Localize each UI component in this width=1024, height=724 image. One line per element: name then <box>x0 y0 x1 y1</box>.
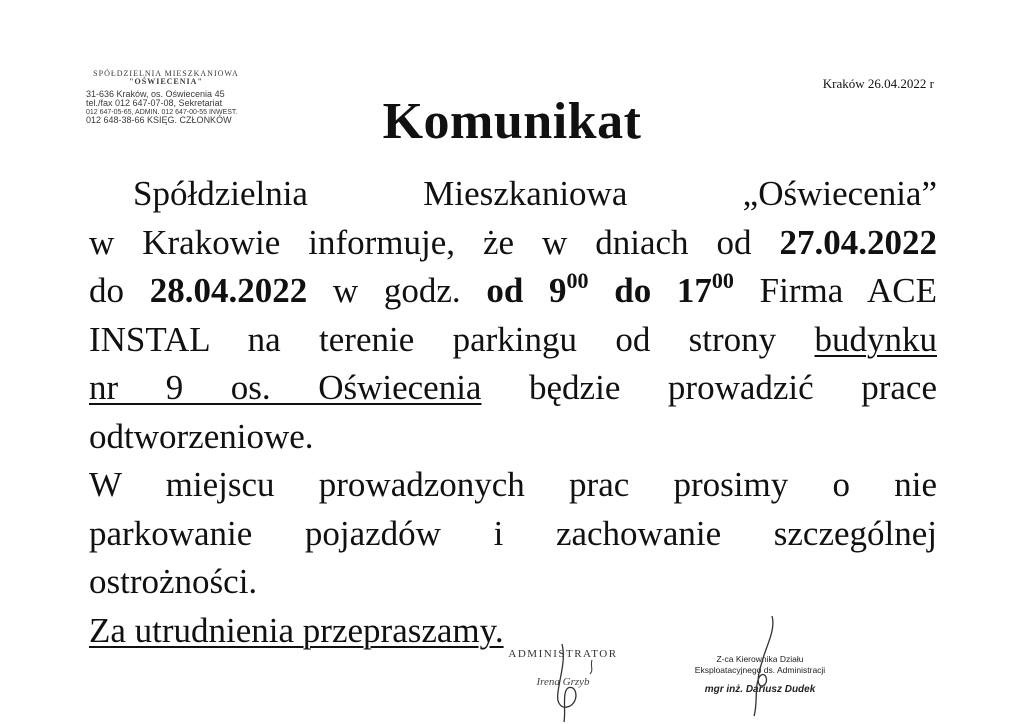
hours-to: do $17^{00}$ <box>588 268 734 310</box>
administrator-role: ADMINISTRATOR <box>508 648 618 660</box>
administrator-signature-block <box>508 648 618 688</box>
administrator-name: Irena Grzyb <box>536 676 590 688</box>
building-ref-part2: nr 9 os. Oświecenia <box>89 368 482 407</box>
body-line: odtworzeniowe. <box>89 416 314 456</box>
hours-from: od $9^{00}$ <box>486 268 589 310</box>
page-title: Komunikat <box>382 93 642 150</box>
apology-line: Za utrudnienia przepraszamy. <box>89 610 504 650</box>
body-line: ostrożności. <box>89 562 258 601</box>
stamp-line-3: 31-636 Kraków, os. Oświecenia 45 <box>86 88 225 99</box>
stamp-line-5: 012 647-05-65, ADMIN. 012 647-00-55 INWEST. <box>86 108 238 116</box>
stamp-line-4: tel./fax 012 647-07-08, Sekretariat <box>86 98 223 109</box>
building-ref-part1: budynku <box>814 319 937 359</box>
stamp-line-2: "OŚWIECENIA" <box>129 77 203 87</box>
end-date: 28.04.2022 <box>149 271 308 310</box>
body-line: w Krakowie informuje, że w dniach od 27.04.2022 <box>89 222 937 262</box>
department-signature-block <box>690 654 830 695</box>
department-title-line2: Eksploatacyjnego ds. Administracji <box>694 665 826 675</box>
stamp-line-1: SPÓŁDZIELNIA MIESZKANIOWA <box>93 69 239 78</box>
body-line: Spółdzielnia Mieszkaniowa „Oświecenia” <box>133 174 937 213</box>
body-line: INSTAL na terenie parkingu od strony budynku <box>89 319 937 359</box>
document-date: Kraków 26.04.2022 r <box>822 76 934 91</box>
stamp-line-6: 012 648-38-66 KSIĘG. CZŁONKÓW <box>86 115 232 125</box>
body-line: do 28.04.2022 w godz. od $9^{00}$ do $17^{00}$ Firma ACE <box>89 268 937 310</box>
start-date: 27.04.2022 <box>779 222 937 262</box>
body-line: nr 9 os. Oświecenia będzie prowadzić prace <box>89 368 937 407</box>
department-signer-name: mgr inż. Dariusz Dudek <box>704 684 816 695</box>
announcement-body <box>89 170 937 655</box>
department-title-line1: Z-ca Kierownika Działu <box>716 654 804 664</box>
body-line: parkowanie pojazdów i zachowanie szczególnej <box>89 513 937 553</box>
body-line: W miejscu prowadzonych prac prosimy o nie <box>89 465 937 504</box>
